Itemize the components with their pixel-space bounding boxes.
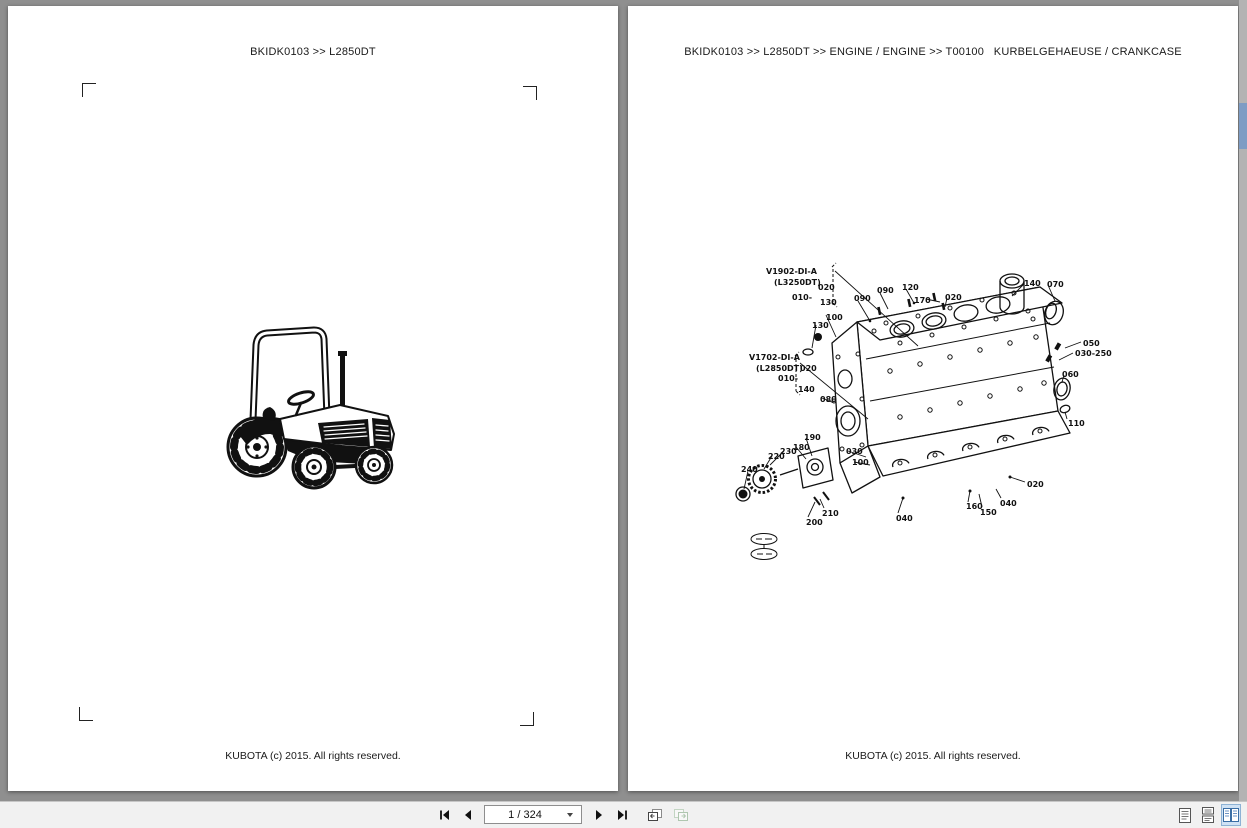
crop-mark-bottom-right-icon (520, 712, 534, 726)
view-history-group (645, 804, 691, 825)
right-page-breadcrumb: BKIDK0103 >> L2850DT >> ENGINE / ENGINE >> T00100 KURBELGEHAEUSE / CRANKCASE (684, 46, 1182, 58)
part-label: 090 (877, 286, 894, 295)
part-label: 170 (914, 296, 931, 305)
part-label: 130 (820, 298, 837, 307)
page-number-box (484, 805, 582, 824)
single-page-view-button[interactable] (1175, 804, 1195, 826)
previous-view-icon (647, 808, 663, 822)
previous-view-button[interactable] (645, 804, 665, 825)
part-label: 010- (778, 374, 799, 383)
right-page-footer: KUBOTA (c) 2015. All rights reserved. (845, 750, 1021, 762)
part-label: 120 (902, 283, 919, 292)
continuous-view-icon (1202, 807, 1214, 823)
page-number-input[interactable] (485, 808, 565, 822)
part-label: 210 (822, 509, 839, 518)
two-page-view-button[interactable] (1221, 804, 1241, 826)
part-label: 030-250 (1075, 349, 1112, 358)
part-label: 050 (1083, 339, 1100, 348)
part-label: 060 (1062, 370, 1079, 379)
part-label: 020 (818, 283, 835, 292)
vertical-scrollbar[interactable] (1239, 0, 1247, 801)
next-page-icon (594, 809, 605, 821)
single-page-view-icon (1179, 808, 1191, 823)
part-label: 020 (800, 364, 817, 373)
page-layout-group (1175, 804, 1241, 826)
first-page-icon (438, 809, 451, 821)
crop-mark-top-right-icon (523, 86, 537, 100)
part-label: 140 (798, 385, 815, 394)
part-label: 230 (780, 447, 797, 456)
part-label: 100 (852, 458, 869, 467)
part-label: 080 (820, 395, 837, 404)
part-label: 220 (768, 452, 785, 461)
part-label: 130 (812, 321, 829, 330)
part-label: 020 (1027, 480, 1044, 489)
first-page-button[interactable] (434, 804, 454, 825)
part-label: (L2850DT) (756, 364, 803, 373)
continuous-view-button[interactable] (1198, 804, 1218, 826)
part-label: 030 (846, 447, 863, 456)
page-number-dropdown-icon[interactable] (567, 813, 573, 817)
part-label: 150 (980, 508, 997, 517)
part-label: 190 (804, 433, 821, 442)
left-page-footer: KUBOTA (c) 2015. All rights reserved. (225, 750, 401, 762)
part-label: 200 (806, 518, 823, 527)
crop-mark-bottom-left-icon (79, 707, 93, 721)
previous-page-icon (462, 809, 473, 821)
next-view-button[interactable] (671, 804, 691, 825)
last-page-icon (616, 809, 629, 821)
part-label: 100 (826, 313, 843, 322)
part-label: V1902-DI-A (766, 267, 817, 276)
right-page (628, 6, 1238, 791)
last-page-button[interactable] (612, 804, 632, 825)
part-label: 020 (945, 293, 962, 302)
left-page-breadcrumb: BKIDK0103 >> L2850DT (250, 46, 376, 58)
part-label: 180 (793, 443, 810, 452)
part-label: 110 (1068, 419, 1085, 428)
next-page-button[interactable] (589, 804, 609, 825)
part-label: V1702-DI-A (749, 353, 800, 362)
left-page (8, 6, 618, 791)
crop-mark-top-left-icon (82, 83, 96, 97)
scrollbar-thumb[interactable] (1239, 103, 1247, 149)
part-label: 040 (896, 514, 913, 523)
tractor-illustration (222, 319, 412, 509)
part-label: 160 (966, 502, 983, 511)
previous-page-button[interactable] (457, 804, 477, 825)
part-label: 240 (741, 465, 758, 474)
next-view-icon (673, 808, 689, 822)
part-label: (L3250DT) (774, 278, 821, 287)
part-label: 040 (1000, 499, 1017, 508)
page-navigation-group (434, 804, 691, 825)
part-label: 090 (854, 294, 871, 303)
toolbar (0, 801, 1247, 828)
two-page-view-icon (1223, 808, 1239, 822)
part-label: 140 (1024, 279, 1041, 288)
part-label: 010- (792, 293, 813, 302)
part-label: 070 (1047, 280, 1064, 289)
